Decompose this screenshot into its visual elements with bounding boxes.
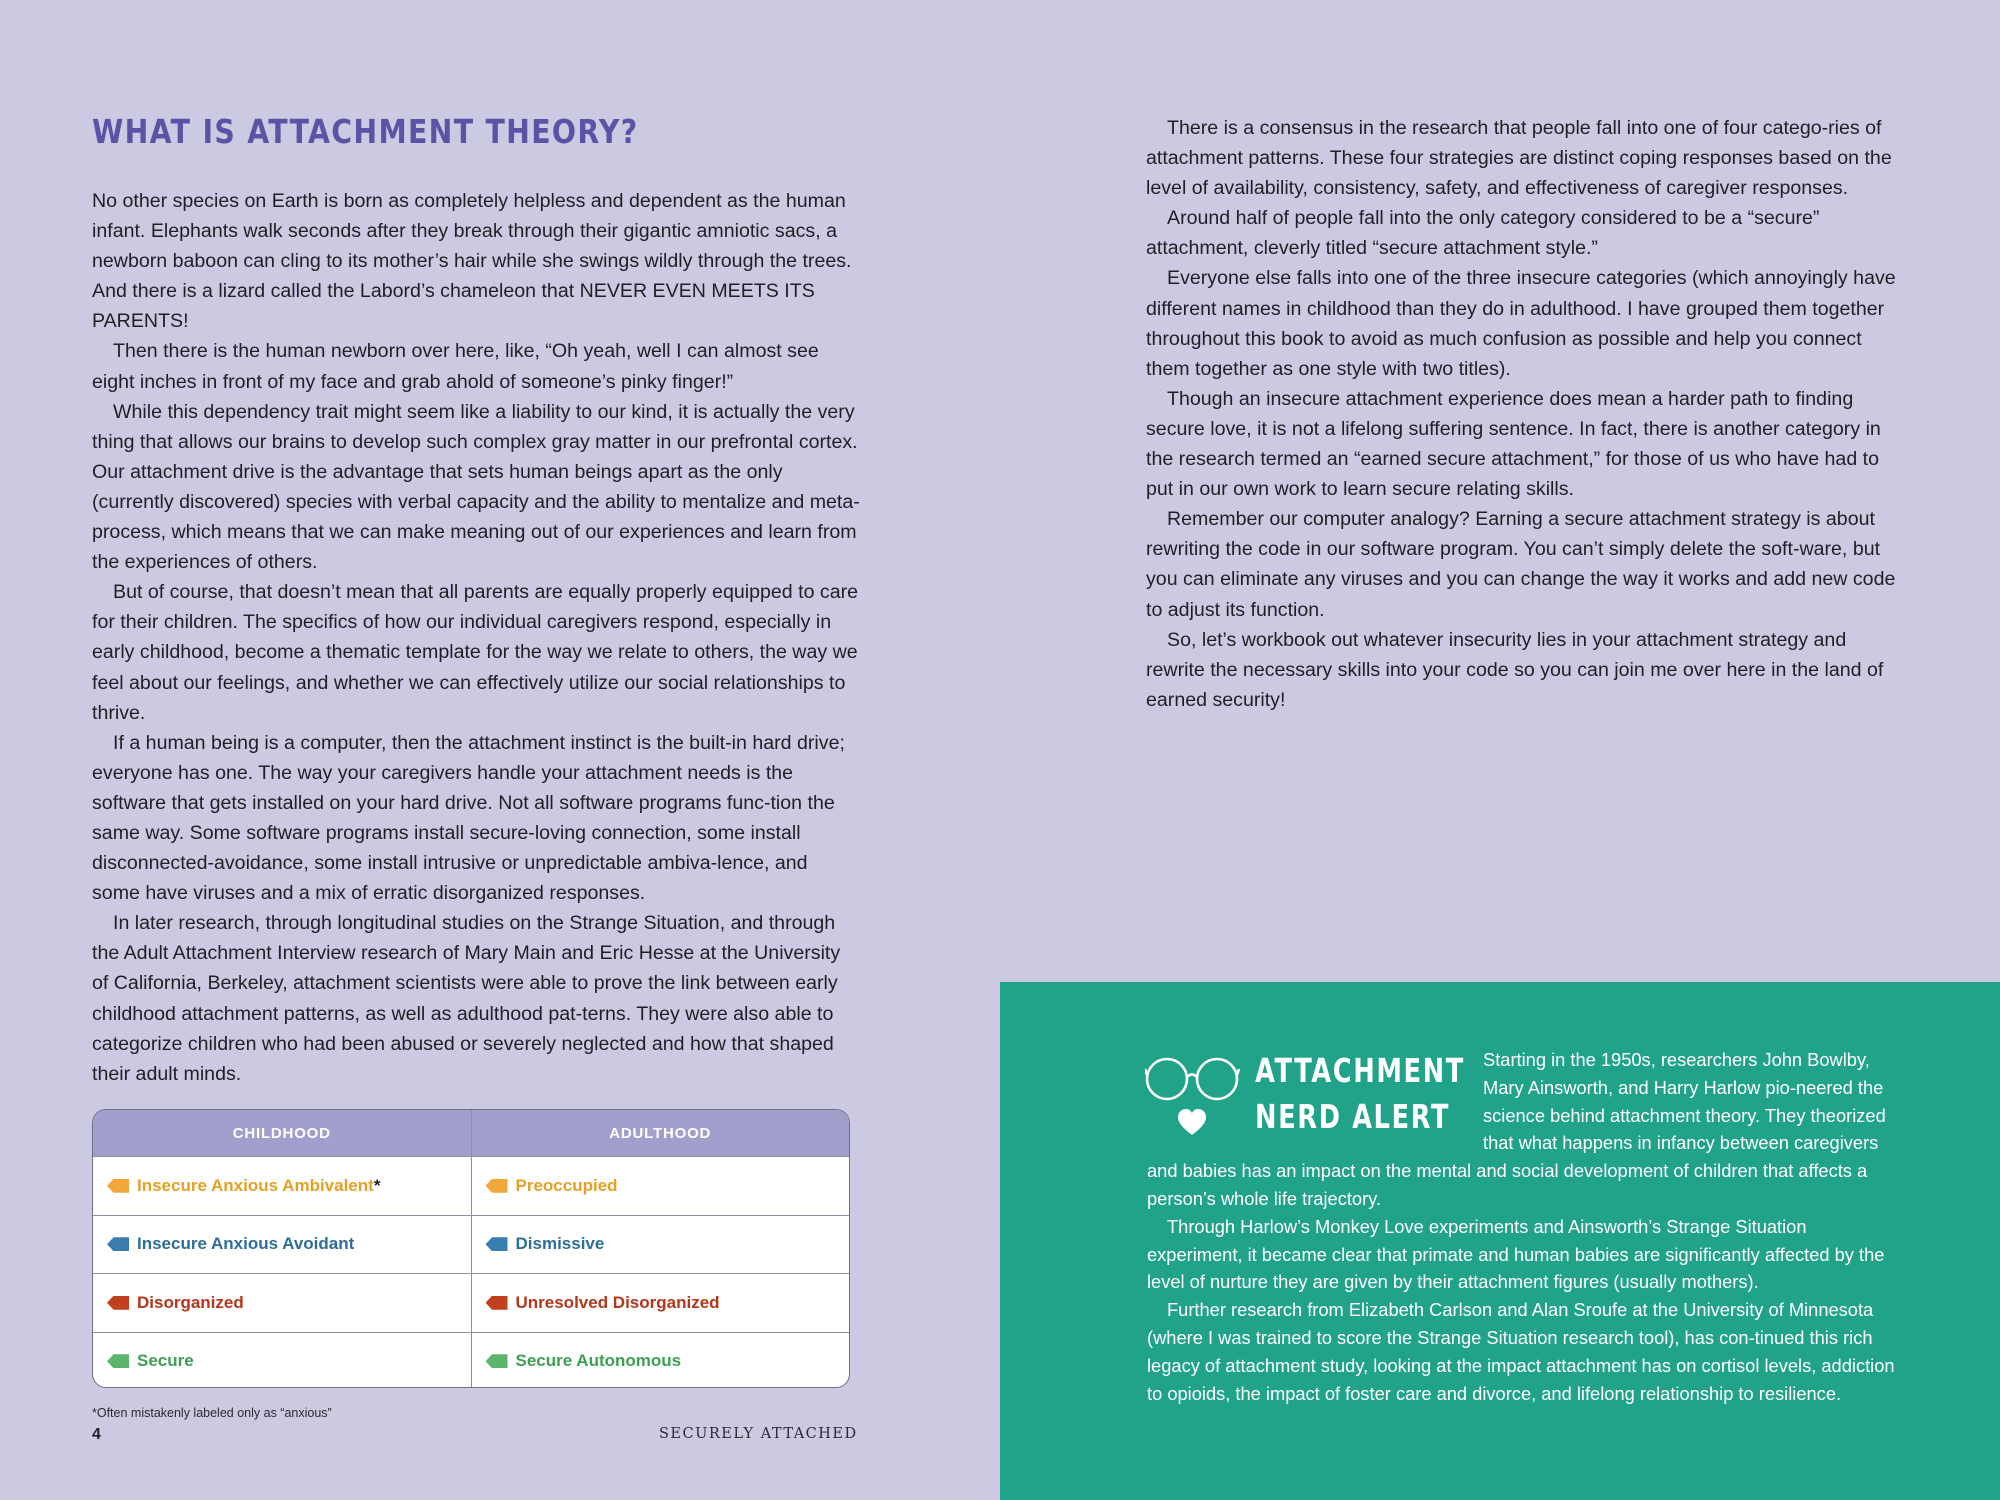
tag-icon	[486, 1179, 508, 1193]
table-row	[93, 1332, 849, 1389]
left-body-text	[92, 186, 860, 1089]
tag-icon	[107, 1354, 129, 1368]
header-adulthood: ADULTHOOD	[471, 1110, 850, 1156]
cell-label: Secure Autonomous	[515, 1351, 682, 1371]
paragraph: No other species on Earth is born as completely helpless and dependent as the human infant. Elephants walk seconds after they break through their gigantic amniotic sacs, a newborn baboon can cling to its mother’s hair while she swings wildly through the trees. And there is a lizard called the Labord’s chameleon that NEVER EVEN MEETS ITS PARENTS!	[92, 190, 852, 333]
cell-label: Unresolved Disorganized	[515, 1292, 720, 1312]
nerd-alert-text	[1147, 1046, 1907, 1407]
tag-icon	[107, 1296, 129, 1310]
paragraph: Starting in the 1950s, researchers John Bowlby, Mary Ainsworth, and Harry Harlow pio-neered the science behind attachment theory. They theorized that what happens in infancy between caregivers and babies has an impact on the mental and social development of children that affects a person’s whole life trajectory.	[1147, 1049, 1886, 1209]
paragraph: There is a consensus in the research that people fall into one of four catego-ries of attachment patterns. These four strategies are distinct coping responses based on the level of availability, consistency, safety, and effectiveness of caregiver responses.	[1146, 117, 1892, 200]
paragraph: Everyone else falls into one of the three insecure categories (which annoyingly have different names in childhood than they do in adulthood. I have grouped them together throughout this book to avoid as much confusion as possible and help you connect them together as one style with two titles).	[1146, 267, 1896, 380]
nerd-alert-title-line2: NERD ALERT	[1255, 1097, 1451, 1136]
paragraph: While this dependency trait might seem like a liability to our kind, it is actually the very thing that allows our brains to develop such complex gray matter in our prefrontal cortex. Our attachment drive is the advantage that sets human beings apart as the only (currently discovered) species with verbal capacity and the ability to mentalize and meta-process, which means that we can make meaning out of our experiences and learn from the experiences of others.	[92, 400, 860, 574]
paragraph: If a human being is a computer, then the attachment instinct is the built-in hard drive; everyone has one. The way your caregivers handle your attachment needs is the software that gets installed on your hard drive. Not all software programs func-tion the same way. Some software programs install secure-loving connection, some install disconnected-avoidance, some install intrusive or unpredictable ambiva-lence, and some have viruses and a mix of erratic disorganized responses.	[92, 731, 845, 905]
right-body-text	[1146, 113, 1908, 715]
cell-label: Preoccupied	[515, 1175, 618, 1195]
paragraph: Then there is the human newborn over here, like, “Oh yeah, well I can almost see eight inches in front of my face and grab ahold of someone’s pinky finger!”	[92, 340, 819, 393]
paragraph: Through Harlow’s Monkey Love experiments and Ainsworth’s Strange Situation experiment, it became clear that primate and human babies are significantly affected by the level of nurture they are given by their attachment figures (usually mothers).	[1147, 1215, 1885, 1293]
adulthood-cell	[471, 1157, 850, 1215]
paragraph: Further research from Elizabeth Carlson and Alan Sroufe at the University of Minnesota (where I was trained to score the Strange Situation research tool), has con-tinued this rich legacy of attachment study, looking at the impact attachment has on cortisol levels, addiction to opioids, the impact of foster care and divorce, and lifelong relationship to resilience.	[1147, 1299, 1895, 1404]
table-row	[93, 1156, 849, 1215]
childhood-cell	[93, 1216, 471, 1274]
paragraph: But of course, that doesn’t mean that all parents are equally properly equipped to care for their children. The specifics of how our individual caregivers respond, especially in early childhood, become a thematic template for the way we relate to others, the way we feel about our feelings, and whether we can effectively utilize our social relationships to thrive.	[92, 581, 859, 724]
adulthood-cell	[471, 1274, 850, 1332]
header-childhood: CHILDHOOD	[232, 1124, 331, 1142]
tag-icon	[107, 1237, 129, 1251]
paragraph: Remember our computer analogy? Earning a secure attachment strategy is about rewriting the code in our software program. You can’t simply delete the soft-ware, but you can eliminate any viruses and you can change the way it works and add new code to adjust its function.	[1146, 508, 1896, 621]
table-row	[93, 1215, 849, 1274]
childhood-cell	[93, 1274, 471, 1332]
paragraph: Though an insecure attachment experience does mean a harder path to finding secure love, it is not a lifelong suffering sentence. In fact, there is another category in the research termed an “earned secure attachment,” for those of us who have had to put in our own work to learn secure relating skills.	[1146, 387, 1881, 501]
running-head: SECURELY ATTACHED	[659, 1426, 858, 1442]
table-footnote: *Often mistakenly labeled only as “anxious”	[92, 1406, 332, 1420]
cell-label: Secure	[137, 1351, 194, 1371]
nerd-alert-title-line1: ATTACHMENT	[1255, 1051, 1465, 1090]
tag-icon	[486, 1237, 508, 1251]
paragraph: Around half of people fall into the only category considered to be a “secure” attachment, cleverly titled “secure attachment style.”	[1146, 207, 1820, 260]
cell-label: Disorganized	[137, 1292, 244, 1312]
childhood-cell	[93, 1157, 471, 1215]
table-header-row	[93, 1110, 849, 1156]
paragraph: So, let’s workbook out whatever insecurity lies in your attachment strategy and rewrite the necessary skills into your code so you can join me over here in the land of earned security!	[1146, 628, 1884, 711]
attachment-styles-table	[92, 1109, 850, 1388]
page-number: 4	[92, 1426, 101, 1443]
footnote-marker: *	[373, 1175, 381, 1195]
cell-label: Dismissive	[515, 1234, 605, 1254]
adulthood-cell	[471, 1216, 850, 1274]
cell-label: Insecure Anxious Avoidant	[137, 1234, 355, 1254]
page-heading: WHAT IS ATTACHMENT THEORY?	[92, 112, 639, 151]
table-row	[93, 1273, 849, 1332]
tag-icon	[107, 1179, 129, 1193]
adulthood-cell	[471, 1333, 850, 1389]
childhood-cell	[93, 1333, 471, 1389]
paragraph: In later research, through longitudinal studies on the Strange Situation, and through the Adult Attachment Interview research of Mary Main and Eric Hesse at the University of California, Berkeley, attachment scientists were able to prove the link between early childhood attachment patterns, as well as adulthood pat-terns. They were also able to categorize children who had been abused or severely neglected and how that shaped their adult minds.	[92, 912, 841, 1085]
cell-label: Insecure Anxious Ambivalent	[137, 1175, 374, 1195]
tag-icon	[486, 1354, 508, 1368]
tag-icon	[486, 1296, 508, 1310]
